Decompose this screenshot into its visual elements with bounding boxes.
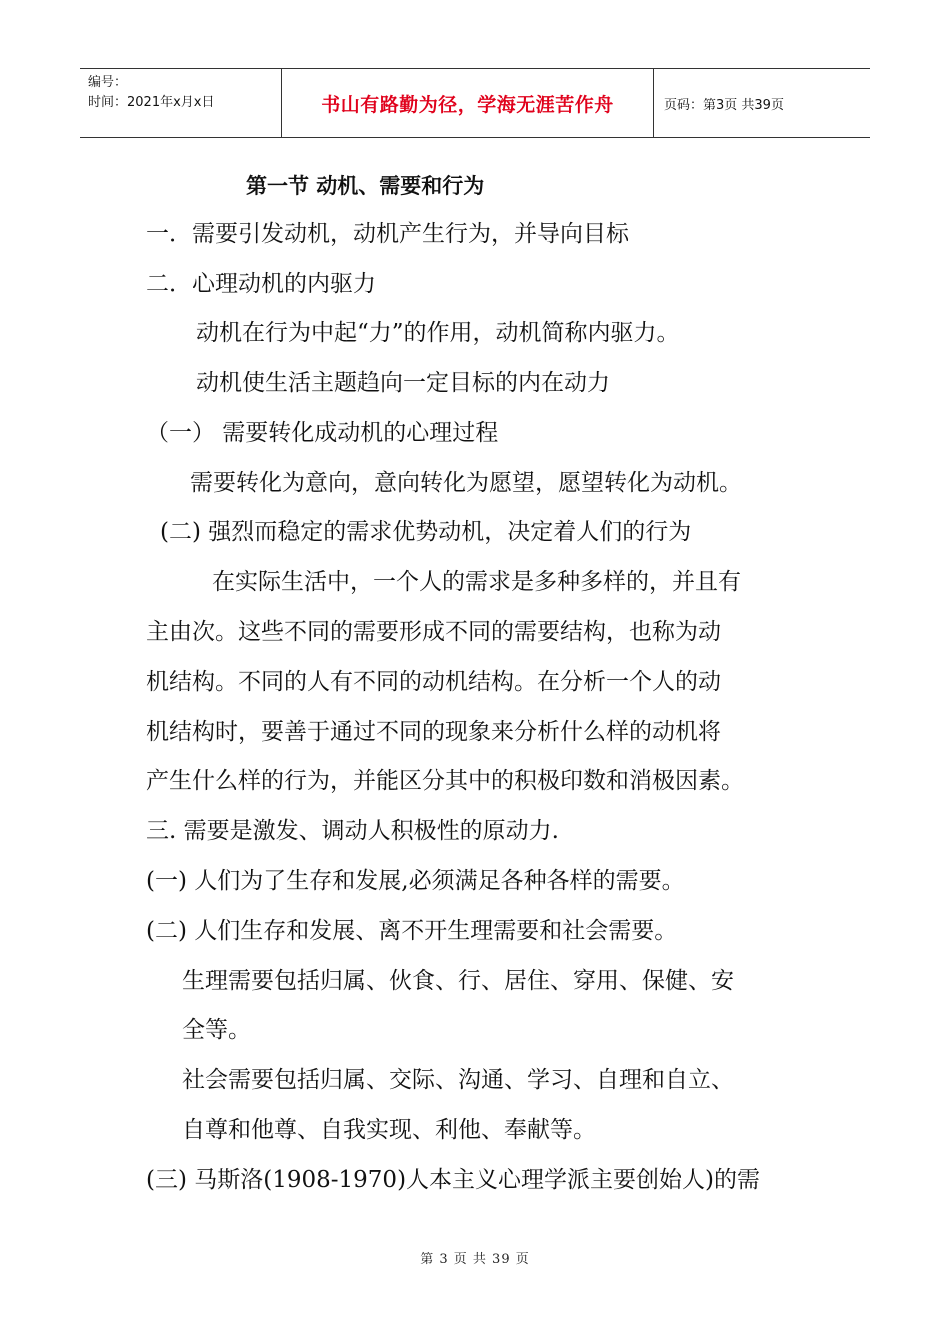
paragraph-line: 自尊和他尊、自我实现、利他、奉献等。: [182, 1117, 596, 1143]
paragraph-line: 在实际生活中，一个人的需求是多种多样的，并且有: [212, 569, 741, 595]
paragraph-line: 机结构。不同的人有不同的动机结构。在分析一个人的动: [146, 669, 721, 695]
paragraph-line: 动机在行为中起“力”的作用，动机简称内驱力。: [196, 320, 680, 346]
paragraph-line: (二) 人们生存和发展、离不开生理需要和社会需要。: [146, 918, 678, 944]
motto: 书山有路勤为径，学海无涯苦作舟: [321, 93, 614, 116]
page-footer: 第 3 页 共 39 页: [420, 1252, 530, 1267]
paragraph-line: (一) 人们为了生存和发展,必须满足各种各样的需要。: [146, 868, 685, 894]
header-meta-cell: [80, 69, 282, 137]
paragraph-line: (二) 强烈而稳定的需求优势动机，决定着人们的行为: [160, 519, 692, 545]
paragraph-line: (三) 马斯洛(1908-1970)人本主义心理学派主要创始人)的需: [146, 1167, 761, 1193]
number-label: 编号：: [88, 75, 128, 90]
paragraph-line: 需要转化为意向，意向转化为愿望，愿望转化为动机。: [190, 470, 742, 496]
paragraph-line: 动机使生活主题趋向一定目标的内在动力: [196, 370, 610, 396]
paragraph-line: 全等。: [182, 1017, 251, 1043]
paragraph-line: 三. 需要是激发、调动人积极性的原动力.: [146, 818, 559, 844]
paragraph-line: 产生什么样的行为，并能区分其中的积极印数和消极因素。: [146, 768, 744, 794]
paragraph-line: 主由次。这些不同的需要形成不同的需要结构，也称为动: [146, 619, 721, 645]
paragraph-line: （一） 需要转化成动机的心理过程: [146, 420, 499, 446]
header-table: [80, 68, 870, 138]
page-label: 页码：第3页 共39页: [664, 97, 784, 113]
header-page-cell: [654, 69, 870, 137]
paragraph-line: 生理需要包括归属、伙食、行、居住、穿用、保健、安: [182, 968, 734, 994]
paragraph-line: 一．需要引发动机，动机产生行为，并导向目标: [146, 221, 629, 247]
paragraph-line: 二．心理动机的内驱力: [146, 271, 376, 297]
header-motto-cell: [282, 69, 654, 137]
time-label: 时间：2021年x月x日: [88, 95, 215, 110]
paragraph-line: 社会需要包括归属、交际、沟通、学习、自理和自立、: [182, 1067, 734, 1093]
section-title: 第一节 动机、需要和行为: [246, 174, 485, 198]
paragraph-line: 机结构时，要善于通过不同的现象来分析什么样的动机将: [146, 719, 721, 745]
